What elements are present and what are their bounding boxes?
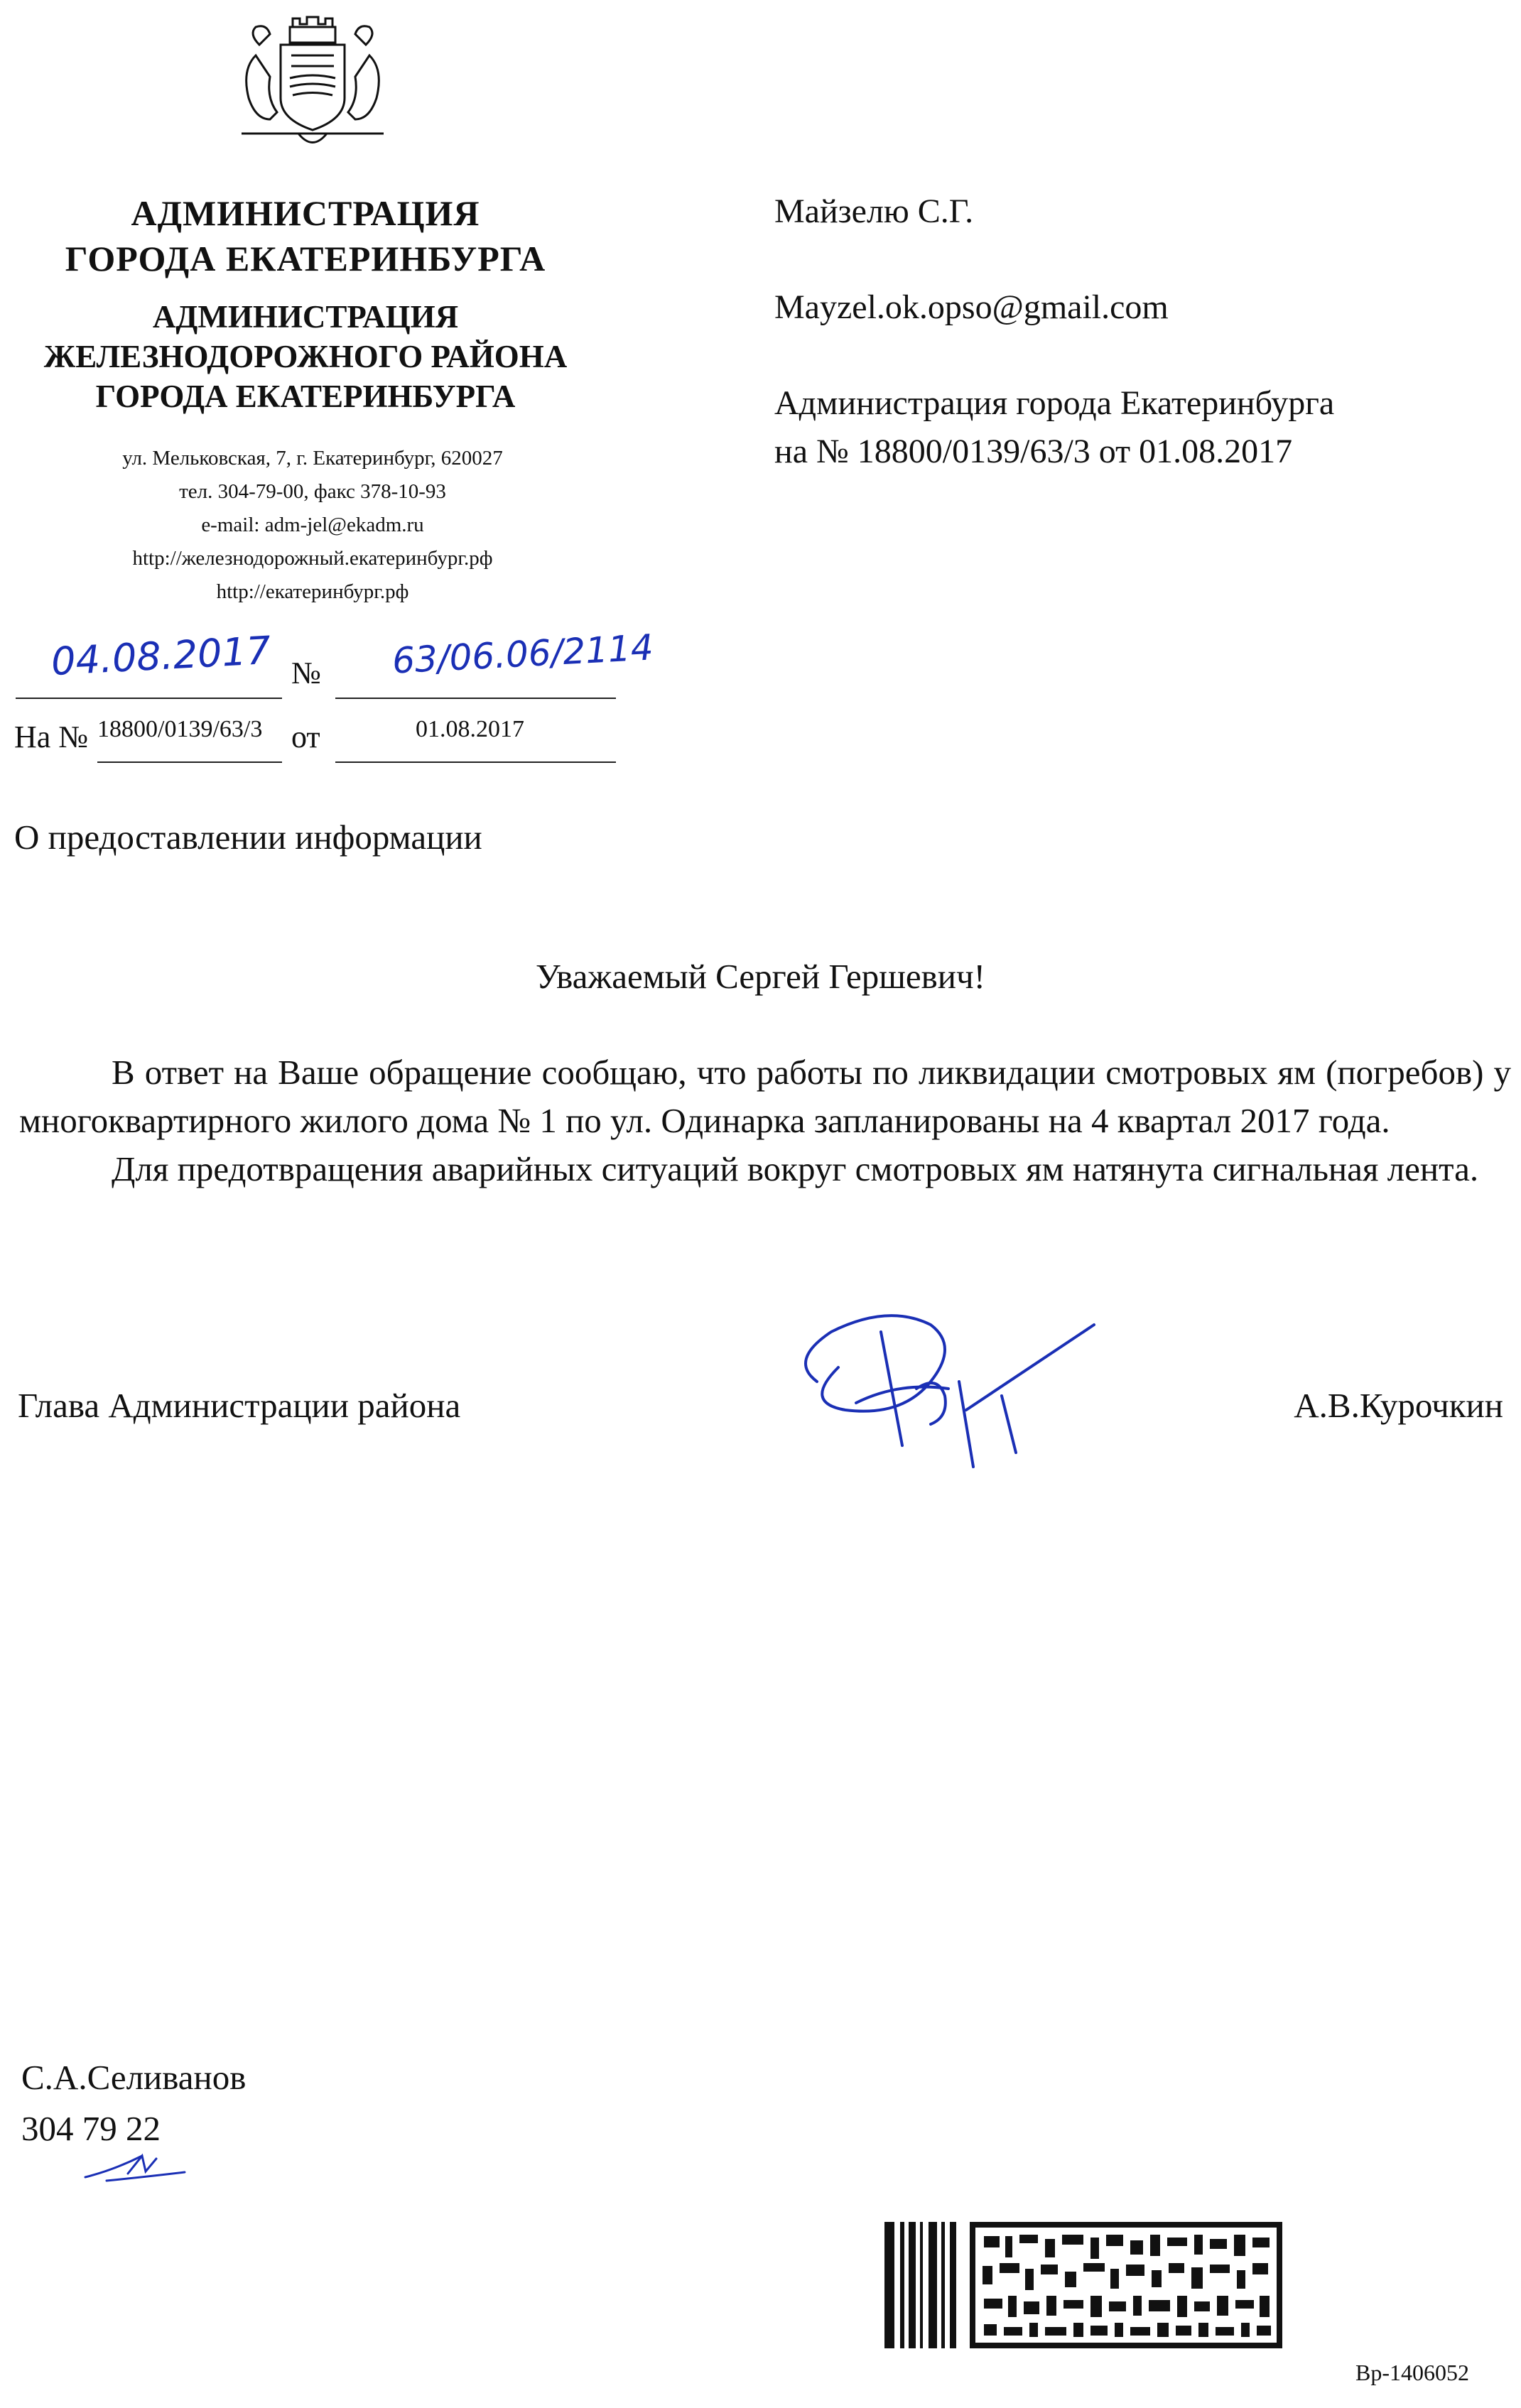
document-code: Вр-1406052 [1355,2360,1469,2385]
executor-name: С.А.Селиванов [21,2058,247,2097]
email-line: e-mail: adm-jel@ekadm.ru [201,514,424,536]
district-line2: ЖЕЛЕЗНОДОРОЖНОГО РАЙОНА [43,339,568,374]
signatory-position: Глава Администрации района [18,1386,461,1425]
number-label: № [291,656,321,690]
date-underline [16,698,282,699]
site-line-2: http://екатеринбург.рф [216,580,409,603]
recipient-org-line1: Администрация города Екатеринбурга [774,384,1335,422]
signatory-name: А.В.Курочкин [1294,1386,1503,1425]
city-administration-heading [14,190,597,281]
site-line-1: http://железнодорожный.екатеринбург.рф [132,547,493,570]
ref-date-label: от [291,720,320,754]
ref-date-value: 01.08.2017 [416,716,524,742]
letter-subject: О предоставлении информации [14,818,482,857]
letterhead-contacts [14,442,611,609]
number-underline [335,698,616,699]
executor-initials [78,2145,192,2188]
recipient-org-line2: на № 18800/0139/63/3 от 01.08.2017 [774,433,1293,470]
letter-body [19,1048,1511,1193]
handwritten-signature [789,1303,1115,1488]
district-line1: АДМИНИСТРАЦИЯ [152,299,459,335]
recipient-name: Майзелю С.Г. [774,192,974,230]
ref-number-underline [97,761,282,763]
phone-line: тел. 304-79-00, факс 378-10-93 [179,480,446,503]
body-paragraph-1: В ответ на Ваше обращение сообщаю, что работы по ликвидации смотровых ям (погребов) у многоквартирного жилого дома № 1 по ул. Одинарка запланированы на 4 квартал 2017 года. [19,1053,1511,1140]
district-line3: ГОРОДА ЕКАТЕРИНБУРГА [95,379,516,414]
ref-date-underline [335,761,616,763]
body-paragraph-2: Для предотвращения аварийных ситуаций вокруг смотровых ям натянута сигнальная лента. [112,1149,1479,1188]
ref-number-value: 18800/0139/63/3 [97,716,263,742]
city-admin-line1: АДМИНИСТРАЦИЯ [131,193,480,233]
district-administration-heading [14,297,597,416]
executor-phone: 304 79 22 [21,2109,161,2148]
ref-number-label: На № [14,720,89,754]
outgoing-date-handwritten: 04.08.2017 [50,627,272,685]
recipient-email: Mayzel.ok.opso@gmail.com [774,288,1169,326]
document-barcode [884,2222,1282,2348]
outgoing-number-handwritten: 63/06.06/2114 [391,627,654,682]
salutation: Уважаемый Сергей Гершевич! [535,957,985,996]
city-admin-line2: ГОРОДА ЕКАТЕРИНБУРГА [65,239,546,278]
coat-of-arms-emblem [213,13,412,155]
address-line: ул. Мельковская, 7, г. Екатеринбург, 620027 [122,447,503,470]
